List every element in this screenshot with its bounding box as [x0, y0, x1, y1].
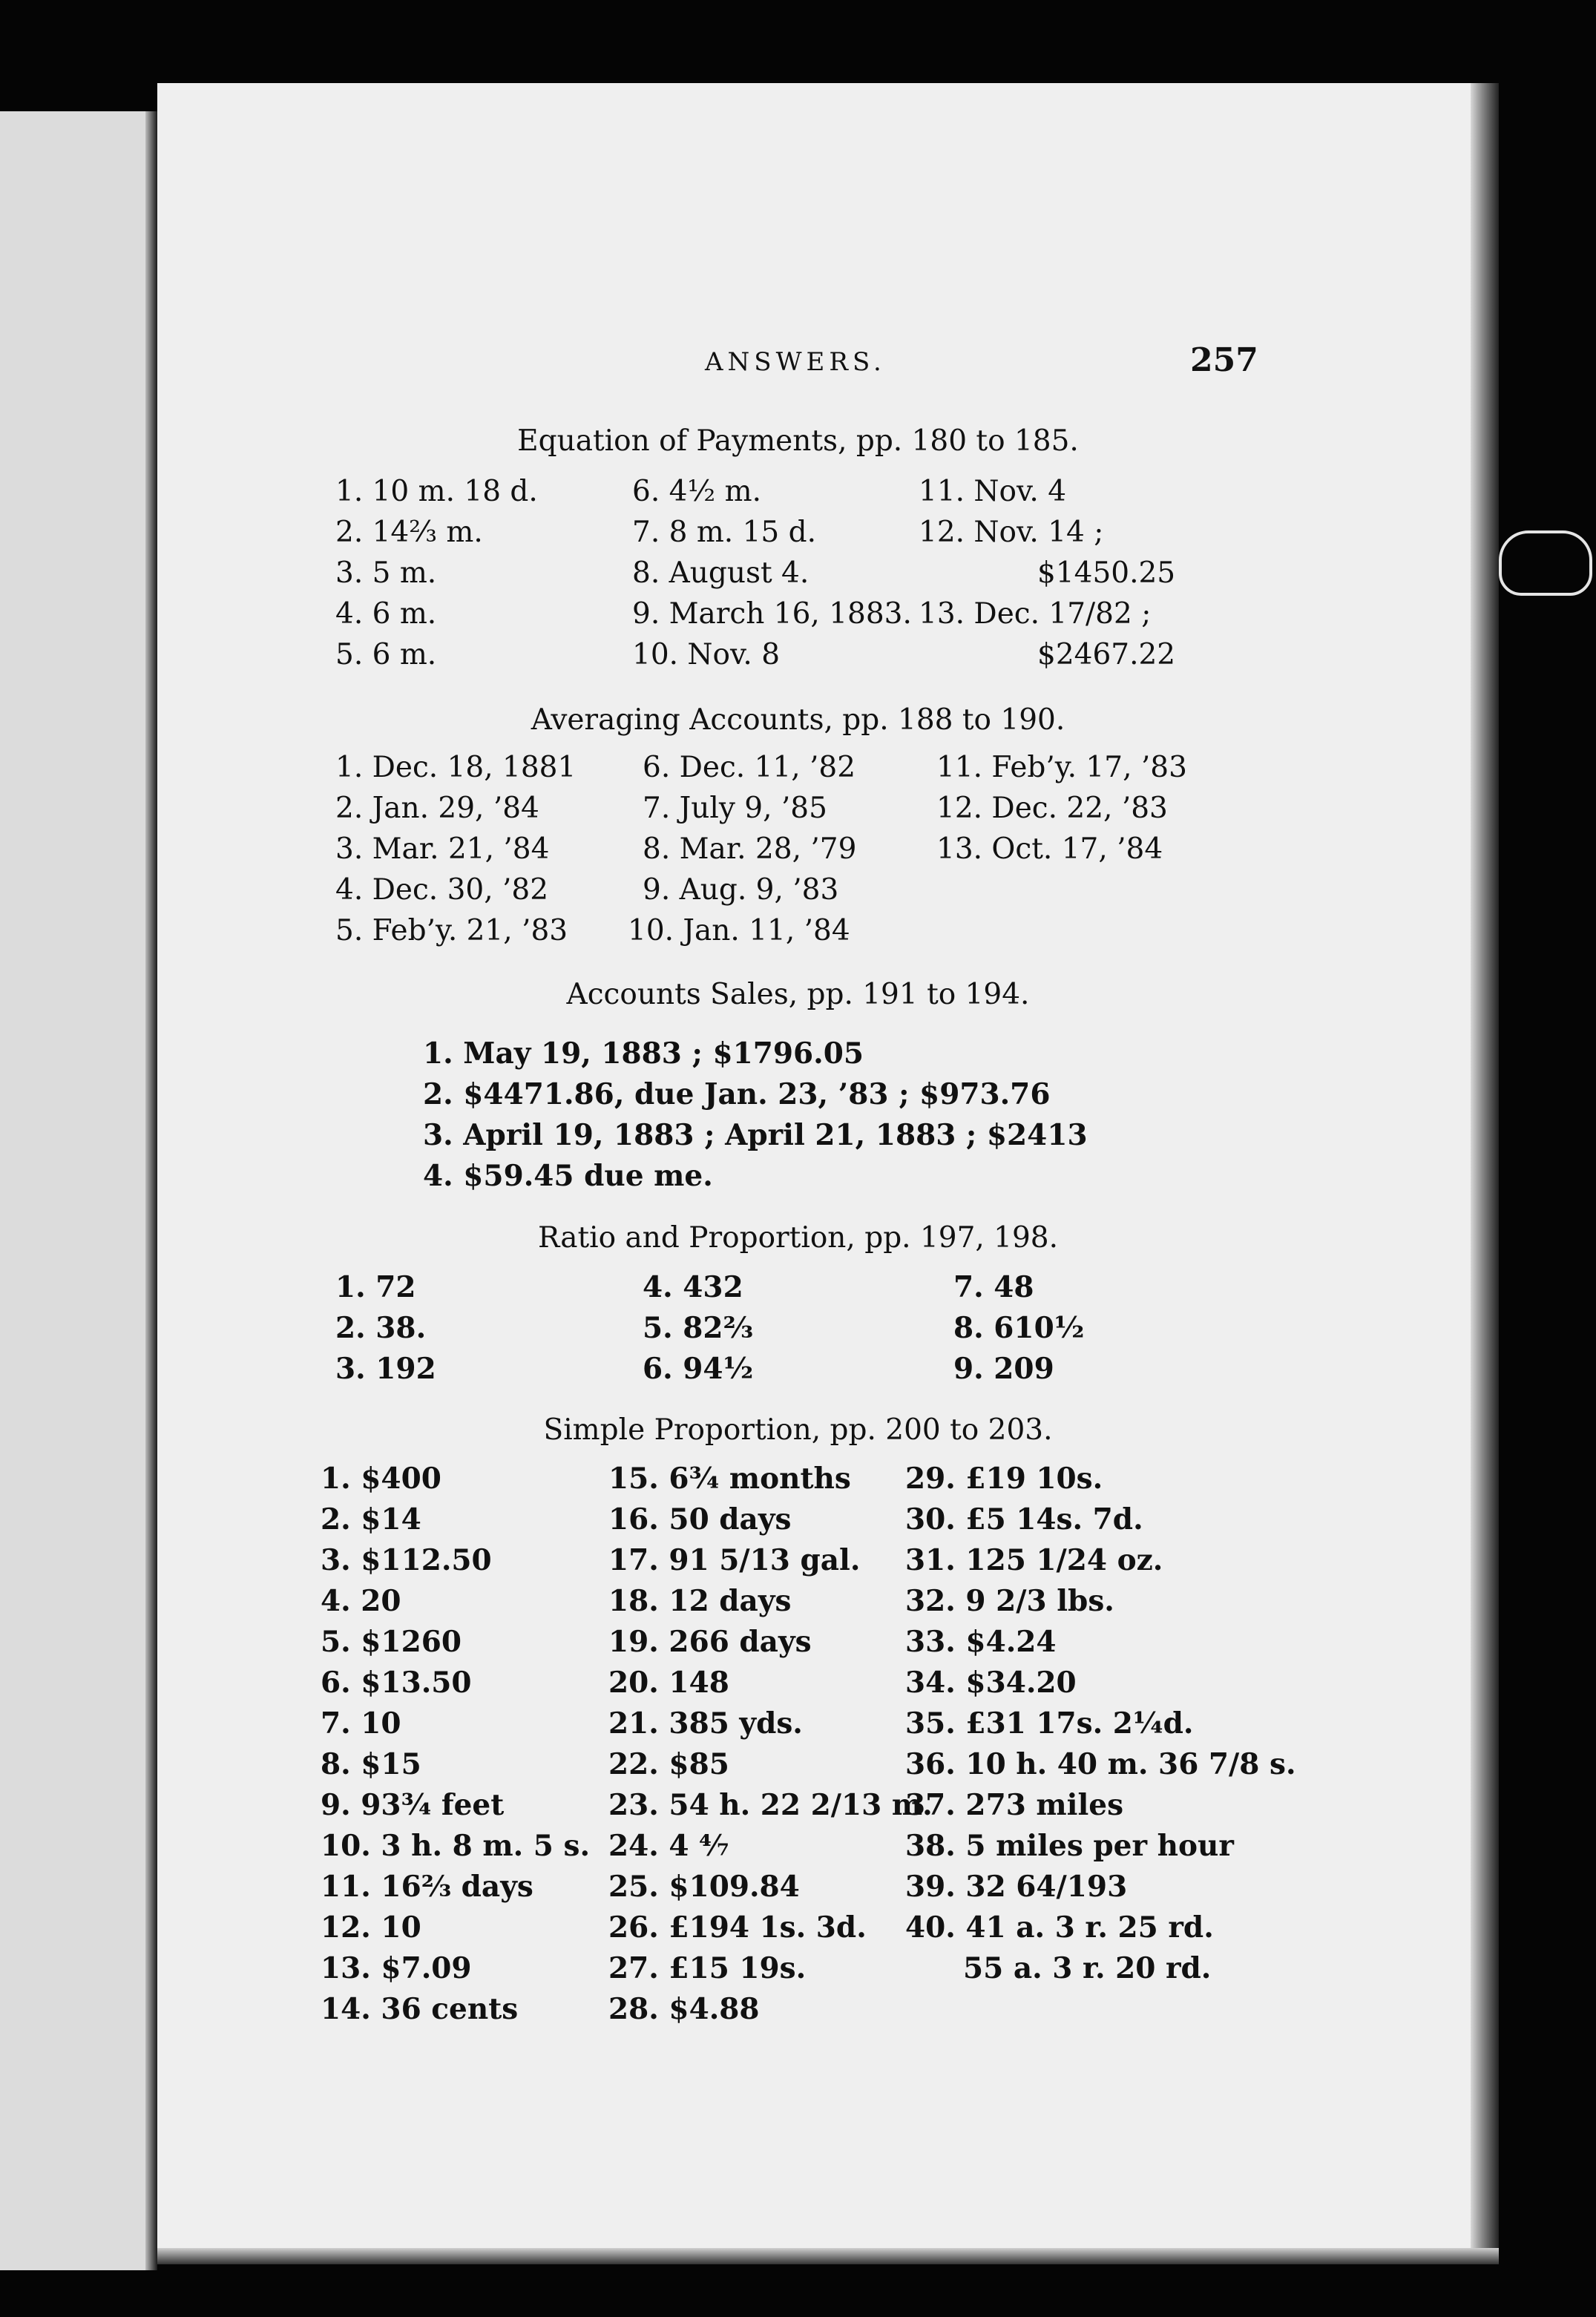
answer-cell: 2. 38. — [335, 1311, 427, 1345]
answer-cell: 11. Nov. 4 — [919, 475, 1067, 508]
answer-cell: 7. 8 m. 15 d. — [632, 516, 816, 549]
answer-cell: 9. March 16, 1883. — [632, 597, 912, 631]
answer-line: 2. $4471.86, due Jan. 23, ’83 ; $973.76 — [423, 1077, 1051, 1111]
answer-cell: 6. Dec. 11, ’82 — [643, 751, 856, 784]
answer-cell: 24. 4 ⁴⁄₇ — [608, 1829, 729, 1863]
answer-cell: 4. 20 — [321, 1584, 401, 1618]
answer-cell: 8. Mar. 28, ’79 — [643, 832, 857, 866]
answer-cell: 10. Nov. 8 — [632, 638, 781, 671]
answer-cell: 4. 432 — [643, 1270, 743, 1304]
answer-line: 4. $59.45 due me. — [423, 1159, 713, 1193]
answer-cell: $2467.22 — [1037, 638, 1176, 671]
answer-cell: 2. Jan. 29, ’84 — [335, 792, 539, 825]
answer-cell: 13. Dec. 17/82 ; — [919, 597, 1152, 631]
answer-cell: 34. $34.20 — [905, 1666, 1077, 1700]
section-title-simple-proportion: Simple Proportion, pp. 200 to 203. — [543, 1413, 1053, 1447]
answer-cell: 26. £194 1s. 3d. — [608, 1910, 867, 1945]
answer-cell: 33. $4.24 — [905, 1625, 1057, 1659]
answer-cell: 19. 266 days — [608, 1625, 812, 1659]
answer-cell: 6. $13.50 — [321, 1666, 472, 1700]
answer-cell: 31. 125 1/24 oz. — [905, 1543, 1163, 1577]
answer-cell: 2. 14⅔ m. — [335, 516, 483, 549]
answer-cell: 6. 4½ m. — [632, 475, 761, 508]
answer-cell: 12. Dec. 22, ’83 — [936, 792, 1168, 825]
answer-cell: 1. Dec. 18, 1881 — [335, 751, 577, 784]
answer-cell: 20. 148 — [608, 1666, 729, 1700]
answer-cell: $1450.25 — [1037, 556, 1176, 590]
answer-cell: 39. 32 64/193 — [905, 1870, 1128, 1904]
answer-cell: 32. 9 2/3 lbs. — [905, 1584, 1114, 1618]
answer-cell: 1. 10 m. 18 d. — [335, 475, 538, 508]
page-right-edge — [1471, 83, 1499, 2249]
answer-cell: 5. Feb’y. 21, ’83 — [335, 914, 568, 947]
answer-cell: 37. 273 miles — [905, 1788, 1124, 1822]
answer-cell: 30. £5 14s. 7d. — [905, 1502, 1143, 1537]
answer-cell: 5. 82⅔ — [643, 1311, 753, 1345]
answer-cell: 4. Dec. 30, ’82 — [335, 873, 549, 907]
answer-cell: 1. 72 — [335, 1270, 416, 1304]
answer-cell: 55 a. 3 r. 20 rd. — [963, 1951, 1212, 1985]
answer-cell: 25. $109.84 — [608, 1870, 800, 1904]
answer-cell: 3. Mar. 21, ’84 — [335, 832, 550, 866]
page-number: 257 — [1190, 341, 1258, 379]
answer-cell: 23. 54 h. 22 2/13 m. — [608, 1788, 933, 1822]
page-bottom-edge — [157, 2248, 1499, 2264]
answer-cell: 28. $4.88 — [608, 1992, 760, 2026]
answer-cell: 17. 91 5/13 gal. — [608, 1543, 861, 1577]
answer-cell: 8. $15 — [321, 1747, 421, 1781]
section-title-accounts-sales: Accounts Sales, pp. 191 to 194. — [566, 978, 1030, 1011]
answer-cell: 11. Feb’y. 17, ’83 — [936, 751, 1187, 784]
answer-cell: 1. $400 — [321, 1462, 441, 1496]
answer-cell: 4. 6 m. — [335, 597, 437, 631]
answer-line: 3. April 19, 1883 ; April 21, 1883 ; $2413 — [423, 1118, 1088, 1152]
answer-cell: 9. 93¾ feet — [321, 1788, 505, 1822]
answer-cell: 36. 10 h. 40 m. 36 7/8 s. — [905, 1747, 1296, 1781]
answer-cell: 18. 12 days — [608, 1584, 792, 1618]
answer-cell: 10. 3 h. 8 m. 5 s. — [321, 1829, 591, 1863]
answer-cell: 3. 192 — [335, 1352, 436, 1386]
answer-cell: 3. 5 m. — [335, 556, 437, 590]
answer-cell: 10. Jan. 11, ’84 — [628, 914, 850, 947]
answer-cell: 15. 6¾ months — [608, 1462, 851, 1496]
answer-cell: 38. 5 miles per hour — [905, 1829, 1234, 1863]
answer-cell: 12. 10 — [321, 1910, 421, 1945]
answer-line: 1. May 19, 1883 ; $1796.05 — [423, 1036, 864, 1071]
answer-cell: 13. Oct. 17, ’84 — [936, 832, 1163, 866]
section-title-ratio-and-proportion: Ratio and Proportion, pp. 197, 198. — [537, 1221, 1059, 1255]
answer-cell: 9. 209 — [953, 1352, 1054, 1386]
answer-cell: 5. $1260 — [321, 1625, 462, 1659]
answer-cell: 14. 36 cents — [321, 1992, 519, 2026]
answer-cell: 40. 41 a. 3 r. 25 rd. — [905, 1910, 1214, 1945]
answer-cell: 27. £15 19s. — [608, 1951, 807, 1985]
answer-cell: 22. $85 — [608, 1747, 729, 1781]
answer-cell: 7. 48 — [953, 1270, 1034, 1304]
answer-cell: 21. 385 yds. — [608, 1706, 803, 1741]
answer-cell: 5. 6 m. — [335, 638, 437, 671]
section-title-averaging-accounts: Averaging Accounts, pp. 188 to 190. — [531, 703, 1065, 737]
answer-cell: 2. $14 — [321, 1502, 421, 1537]
section-title-equation-of-payments: Equation of Payments, pp. 180 to 185. — [517, 424, 1079, 458]
running-header: ANSWERS. — [705, 347, 886, 377]
answer-cell: 7. July 9, ’85 — [643, 792, 827, 825]
answer-cell: 35. £31 17s. 2¼d. — [905, 1706, 1194, 1741]
answer-cell: 16. 50 days — [608, 1502, 792, 1537]
paper-clip-mark — [1499, 530, 1592, 596]
answer-cell: 7. 10 — [321, 1706, 401, 1741]
answer-cell: 29. £19 10s. — [905, 1462, 1103, 1496]
answer-cell: 8. 610½ — [953, 1311, 1085, 1345]
answer-cell: 3. $112.50 — [321, 1543, 492, 1577]
answer-cell: 12. Nov. 14 ; — [919, 516, 1104, 549]
answer-cell: 9. Aug. 9, ’83 — [643, 873, 839, 907]
answer-cell: 8. August 4. — [632, 556, 810, 590]
answer-cell: 13. $7.09 — [321, 1951, 472, 1985]
answer-cell: 6. 94½ — [643, 1352, 754, 1386]
answer-cell: 11. 16⅔ days — [321, 1870, 533, 1904]
